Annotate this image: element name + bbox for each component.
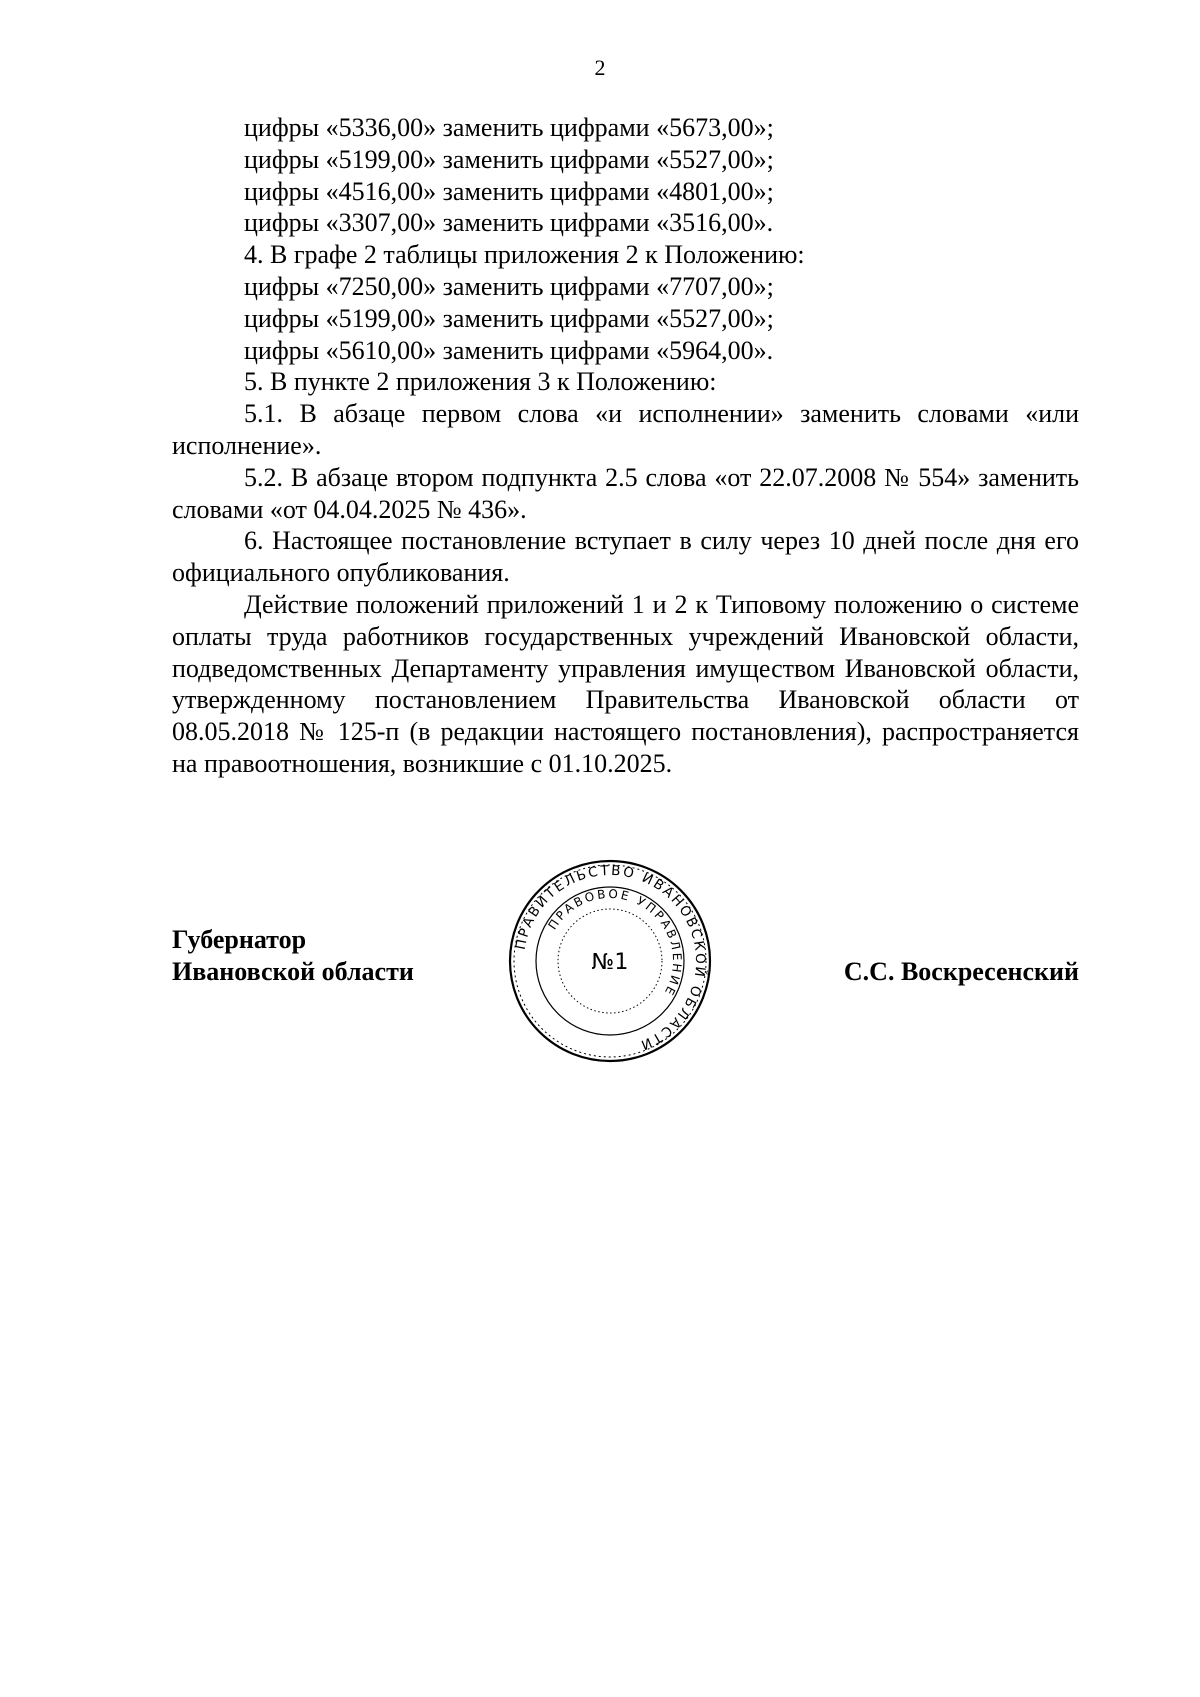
seal-number: №1 xyxy=(591,950,629,975)
seal-inner-text: ПРАВОВОЕ УПРАВЛЕНИЕ xyxy=(545,886,685,1000)
paragraph-replace-6: цифры «5199,00» заменить цифрами «5527,00»; xyxy=(244,303,774,333)
paragraph-replace-2: цифры «5199,00» заменить цифрами «5527,00»; xyxy=(244,144,774,174)
page-number: 2 xyxy=(594,55,606,80)
signatory-position-line-2: Ивановской области xyxy=(172,957,414,986)
paragraph-item-4: 4. В графе 2 таблицы приложения 2 к Положению: xyxy=(244,240,805,270)
paragraph-effect: Действие положений приложений 1 и 2 к Типовому положению о системе оплаты труда работников государственных учреждений Ивановской области, подведомственных Департаменту управления имуществом Ивановской области, утвержденному постановлением Правительства Ивановской области от 08.05.2018 № 125-п (в редакции настоящего постановления), распространяется на правоотношения, возникшие с 01.10.2025. xyxy=(172,589,1079,778)
signatory-position-line-1: Губернатор xyxy=(172,925,307,954)
paragraph-replace-7: цифры «5610,00» заменить цифрами «5964,00». xyxy=(244,335,774,365)
paragraph-item-5-2: 5.2. В абзаце втором подпункта 2.5 слова «от 22.07.2008 № 554» заменить словами «от 04.04.2025 № 436». xyxy=(172,462,1079,524)
paragraph-replace-4: цифры «3307,00» заменить цифрами «3516,00». xyxy=(244,208,774,238)
paragraph-item-5-1: 5.1. В абзаце первом слова «и исполнении» заменить словами «или исполнение». xyxy=(172,399,1079,460)
paragraph-replace-5: цифры «7250,00» заменить цифрами «7707,00»; xyxy=(244,271,774,301)
signatory-position xyxy=(172,924,414,988)
paragraph-item-6: 6. Настоящее постановление вступает в силу через 10 дней после дня его официального опубликования. xyxy=(172,526,1079,588)
paragraph-item-5: 5. В пункте 2 приложения 3 к Положению: xyxy=(244,367,717,397)
paragraph-replace-1: цифры «5336,00» заменить цифрами «5673,00»; xyxy=(244,113,774,142)
official-seal xyxy=(506,857,714,1065)
seal-outer-text: ПРАВИТЕЛЬСТВО ИВАНОВСКОЙ ОБЛАСТИ xyxy=(512,862,709,1054)
svg-text:ПРАВОВОЕ УПРАВЛЕНИЕ xyxy=(545,887,684,1000)
document-body xyxy=(172,112,1079,780)
paragraph-replace-3: цифры «4516,00» заменить цифрами «4801,00»; xyxy=(244,176,774,206)
signatory-name: С.С. Воскресенский xyxy=(843,957,1079,986)
